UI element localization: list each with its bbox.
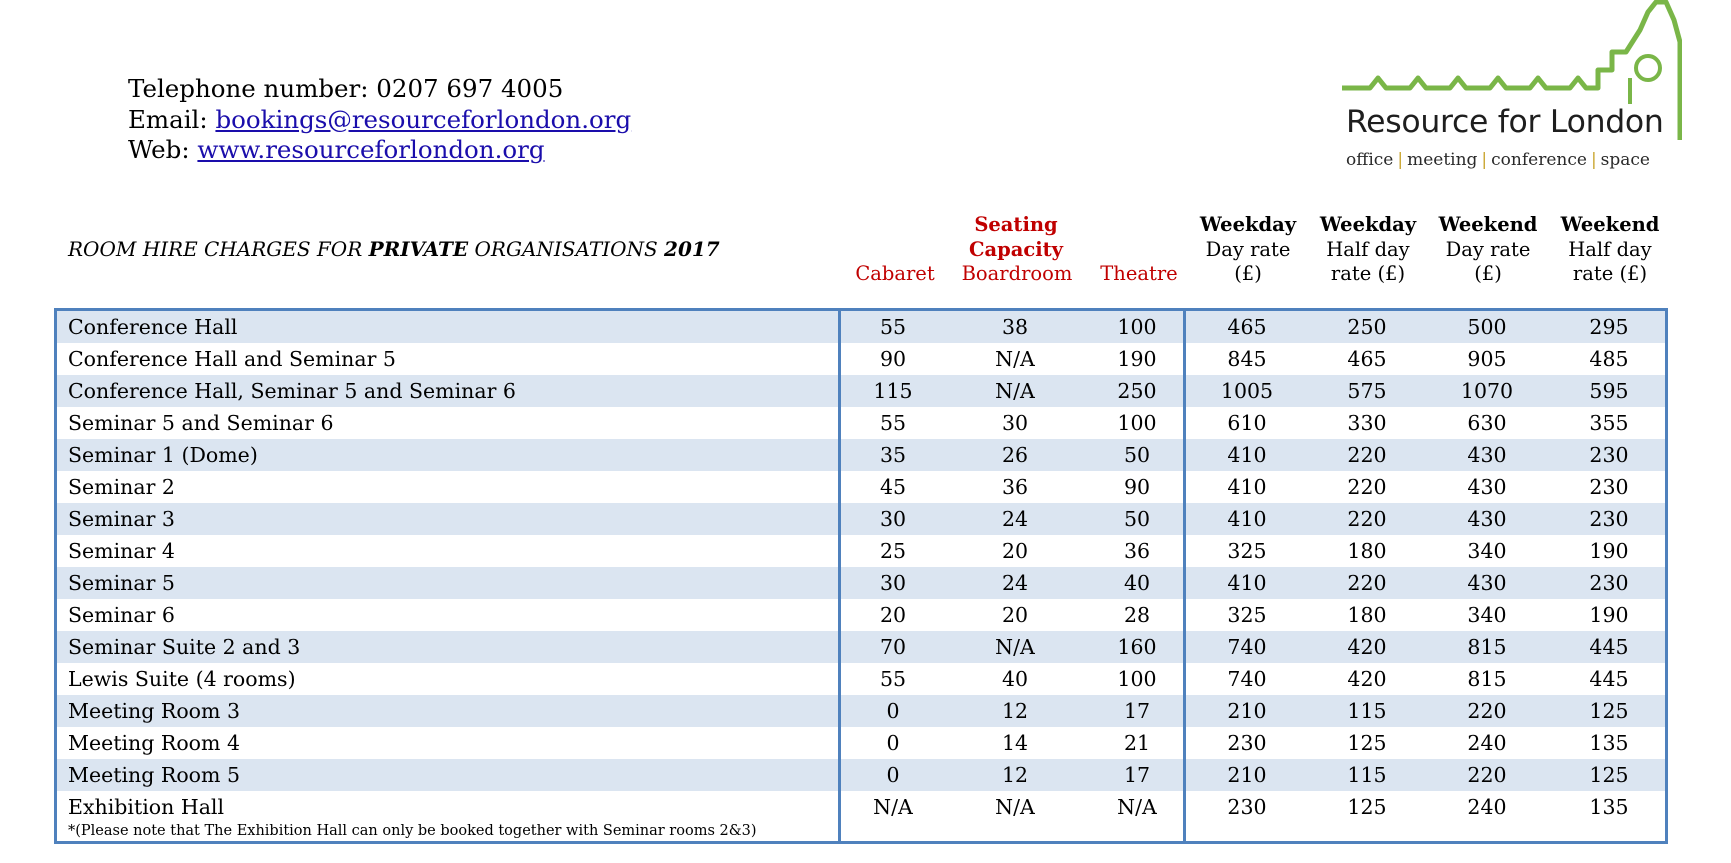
column-divider-names: [838, 308, 841, 844]
room-name: Seminar 4: [68, 539, 175, 563]
table-border: [54, 308, 1668, 844]
cell-boardroom: 20: [1001, 603, 1029, 627]
cell-wd-day: 410: [1227, 443, 1267, 467]
cell-wd-day: 1005: [1220, 379, 1274, 403]
cell-we-day: 240: [1467, 795, 1507, 819]
cell-wd-day: 210: [1227, 699, 1267, 723]
weekday-half-line1: Weekday: [1319, 213, 1417, 236]
logo-tagline: [1346, 150, 1650, 170]
cell-we-half: 125: [1589, 699, 1629, 723]
weekday-half-line3: rate (£): [1330, 262, 1406, 285]
email-label: Email:: [128, 104, 216, 134]
cell-we-day: 500: [1467, 315, 1507, 339]
room-name: Seminar 6: [68, 603, 175, 627]
cell-we-half: 230: [1589, 571, 1629, 595]
cell-boardroom: 30: [1001, 411, 1029, 435]
seating-line2: Capacity: [968, 237, 1064, 261]
room-name: Conference Hall, Seminar 5 and Seminar 6: [68, 379, 516, 403]
cell-we-day: 630: [1467, 411, 1507, 435]
cell-boardroom: N/A: [995, 379, 1035, 403]
cell-wd-day: 410: [1227, 475, 1267, 499]
cell-wd-day: 210: [1227, 763, 1267, 787]
weekend-day-line2: Day rate: [1445, 237, 1531, 261]
cell-cabaret: 55: [879, 411, 907, 435]
seating-line1: Seating: [974, 213, 1058, 236]
logo-tag-separator: |: [1481, 150, 1488, 170]
cell-boardroom: N/A: [995, 795, 1035, 819]
cell-boardroom: 12: [1001, 763, 1029, 787]
cell-we-day: 815: [1467, 667, 1507, 691]
cell-wd-half: 575: [1347, 379, 1387, 403]
cell-theatre: 36: [1123, 539, 1151, 563]
weekday-day-line1: Weekday: [1199, 213, 1297, 236]
logo-name: Resource for London: [1346, 104, 1664, 140]
cell-we-day: 905: [1467, 347, 1507, 371]
cell-wd-half: 220: [1347, 475, 1387, 499]
web-label: Web:: [128, 135, 198, 164]
page-title: [68, 237, 720, 261]
title-year: 2017: [664, 237, 720, 261]
cell-cabaret: 55: [879, 315, 907, 339]
title-middle: ORGANISATIONS: [468, 237, 665, 261]
logo-tag-separator: |: [1397, 150, 1404, 170]
cell-cabaret: 55: [879, 667, 907, 691]
room-name: Conference Hall: [68, 315, 238, 339]
cell-theatre: 50: [1123, 507, 1151, 531]
room-name: Seminar 5: [68, 571, 175, 595]
cell-cabaret: 0: [886, 731, 900, 755]
room-name: Seminar 2: [68, 475, 175, 499]
cell-wd-day: 410: [1227, 507, 1267, 531]
contact-block: [128, 74, 631, 166]
room-name: Exhibition Hall: [68, 795, 225, 819]
cell-we-day: 815: [1467, 635, 1507, 659]
room-name: Meeting Room 4: [68, 731, 241, 755]
seating-capacity-header: [950, 213, 1082, 262]
cell-theatre: 250: [1117, 379, 1157, 403]
cell-wd-day: 325: [1227, 603, 1267, 627]
cell-cabaret: 0: [886, 763, 900, 787]
room-name: Conference Hall and Seminar 5: [68, 347, 396, 371]
cell-we-half: 485: [1589, 347, 1629, 371]
logo-tag-space: space: [1600, 150, 1650, 170]
cell-wd-day: 740: [1227, 635, 1267, 659]
cell-theatre: 100: [1117, 411, 1157, 435]
cell-we-day: 430: [1467, 507, 1507, 531]
cell-boardroom: 24: [1001, 507, 1029, 531]
cell-boardroom: 26: [1001, 443, 1029, 467]
cell-wd-half: 220: [1347, 571, 1387, 595]
weekend-half-line2: Half day: [1568, 237, 1652, 261]
cell-we-half: 355: [1589, 411, 1629, 435]
weekday-half-line2: Half day: [1326, 237, 1410, 261]
weekend-day-rate-header: [1428, 213, 1548, 287]
cell-we-half: 445: [1589, 667, 1629, 691]
cell-wd-half: 330: [1347, 411, 1387, 435]
cell-we-half: 190: [1589, 539, 1629, 563]
weekend-day-line3: (£): [1474, 262, 1502, 285]
cell-boardroom: 24: [1001, 571, 1029, 595]
cell-we-day: 340: [1467, 603, 1507, 627]
cell-boardroom: 38: [1001, 315, 1029, 339]
cell-theatre: 17: [1123, 763, 1151, 787]
web-link[interactable]: www.resourceforlondon.org: [197, 135, 545, 164]
weekend-half-rate-header: [1550, 213, 1670, 287]
weekday-day-rate-header: [1188, 213, 1308, 287]
cell-we-day: 430: [1467, 475, 1507, 499]
cell-theatre: 100: [1117, 315, 1157, 339]
cell-wd-half: 125: [1347, 795, 1387, 819]
cell-theatre: N/A: [1117, 795, 1157, 819]
weekday-half-rate-header: [1308, 213, 1428, 287]
cell-we-half: 135: [1589, 731, 1629, 755]
cabaret-header: Cabaret: [855, 262, 935, 285]
email-line: [128, 105, 631, 136]
cell-we-half: 230: [1589, 475, 1629, 499]
cell-we-half: 230: [1589, 443, 1629, 467]
cell-we-day: 1070: [1460, 379, 1514, 403]
cell-we-half: 230: [1589, 507, 1629, 531]
cell-wd-half: 250: [1347, 315, 1387, 339]
cell-cabaret: 70: [879, 635, 907, 659]
cell-we-day: 240: [1467, 731, 1507, 755]
cell-cabaret: N/A: [873, 795, 913, 819]
room-name: Meeting Room 5: [68, 763, 241, 787]
cell-we-half: 190: [1589, 603, 1629, 627]
cell-wd-day: 610: [1227, 411, 1267, 435]
cell-cabaret: 90: [879, 347, 907, 371]
cell-theatre: 21: [1123, 731, 1151, 755]
cell-wd-half: 125: [1347, 731, 1387, 755]
cell-theatre: 40: [1123, 571, 1151, 595]
cell-theatre: 100: [1117, 667, 1157, 691]
cell-cabaret: 35: [879, 443, 907, 467]
cell-wd-half: 180: [1347, 603, 1387, 627]
cell-cabaret: 20: [879, 603, 907, 627]
cell-wd-day: 410: [1227, 571, 1267, 595]
weekday-day-line2: Day rate: [1205, 237, 1291, 261]
cell-we-half: 295: [1589, 315, 1629, 339]
cell-cabaret: 30: [879, 507, 907, 531]
cell-wd-half: 420: [1347, 667, 1387, 691]
cell-boardroom: 20: [1001, 539, 1029, 563]
theatre-header: Theatre: [1100, 262, 1178, 285]
cell-theatre: 50: [1123, 443, 1151, 467]
cell-theatre: 17: [1123, 699, 1151, 723]
cell-we-day: 220: [1467, 699, 1507, 723]
cell-wd-day: 230: [1227, 731, 1267, 755]
cell-cabaret: 45: [879, 475, 907, 499]
room-name: Seminar Suite 2 and 3: [68, 635, 301, 659]
cell-theatre: 28: [1123, 603, 1151, 627]
cell-we-half: 125: [1589, 763, 1629, 787]
logo-tag-meeting: meeting: [1407, 150, 1478, 170]
room-name: Seminar 5 and Seminar 6: [68, 411, 334, 435]
cell-boardroom: 14: [1001, 731, 1029, 755]
room-name: Seminar 1 (Dome): [68, 443, 258, 467]
cell-boardroom: 40: [1001, 667, 1029, 691]
cell-cabaret: 115: [873, 379, 913, 403]
cell-theatre: 160: [1117, 635, 1157, 659]
cell-wd-half: 220: [1347, 507, 1387, 531]
phone-line: Telephone number: 0207 697 4005: [128, 74, 564, 103]
cell-wd-half: 220: [1347, 443, 1387, 467]
exhibition-note: *(Please note that The Exhibition Hall can only be booked together with Seminar rooms 2&3): [68, 823, 757, 839]
cell-we-half: 135: [1589, 795, 1629, 819]
cell-we-half: 595: [1589, 379, 1629, 403]
logo-tag-office: office: [1346, 150, 1394, 170]
logo-tag-separator: |: [1590, 150, 1597, 170]
cell-we-half: 445: [1589, 635, 1629, 659]
cell-wd-half: 115: [1347, 699, 1387, 723]
cell-cabaret: 0: [886, 699, 900, 723]
title-prefix: ROOM HIRE CHARGES FOR: [68, 237, 369, 261]
cell-cabaret: 30: [879, 571, 907, 595]
cell-wd-day: 465: [1227, 315, 1267, 339]
cell-wd-half: 465: [1347, 347, 1387, 371]
room-name: Meeting Room 3: [68, 699, 241, 723]
cell-wd-half: 420: [1347, 635, 1387, 659]
cell-cabaret: 25: [879, 539, 907, 563]
cell-we-day: 430: [1467, 571, 1507, 595]
cell-boardroom: 36: [1001, 475, 1029, 499]
room-name: Lewis Suite (4 rooms): [68, 667, 296, 691]
cell-wd-day: 740: [1227, 667, 1267, 691]
column-divider-rates: [1183, 308, 1186, 844]
title-emphasis: PRIVATE: [368, 237, 469, 261]
email-link[interactable]: bookings@resourceforlondon.org: [215, 104, 632, 134]
cell-we-day: 430: [1467, 443, 1507, 467]
cell-we-day: 340: [1467, 539, 1507, 563]
cell-theatre: 90: [1123, 475, 1151, 499]
cell-boardroom: N/A: [995, 347, 1035, 371]
cell-wd-day: 230: [1227, 795, 1267, 819]
cell-wd-day: 325: [1227, 539, 1267, 563]
room-name: Seminar 3: [68, 507, 175, 531]
weekday-day-line3: (£): [1234, 262, 1262, 285]
cell-wd-half: 115: [1347, 763, 1387, 787]
weekend-day-line1: Weekend: [1438, 213, 1538, 236]
cell-boardroom: N/A: [995, 635, 1035, 659]
cell-we-day: 220: [1467, 763, 1507, 787]
cell-boardroom: 12: [1001, 699, 1029, 723]
cell-wd-half: 180: [1347, 539, 1387, 563]
logo-tag-conference: conference: [1491, 150, 1587, 170]
weekend-half-line1: Weekend: [1560, 213, 1660, 236]
cell-theatre: 190: [1117, 347, 1157, 371]
web-line: [128, 135, 631, 166]
cell-wd-day: 845: [1227, 347, 1267, 371]
boardroom-header: Boardroom: [961, 262, 1073, 285]
weekend-half-line3: rate (£): [1572, 262, 1648, 285]
